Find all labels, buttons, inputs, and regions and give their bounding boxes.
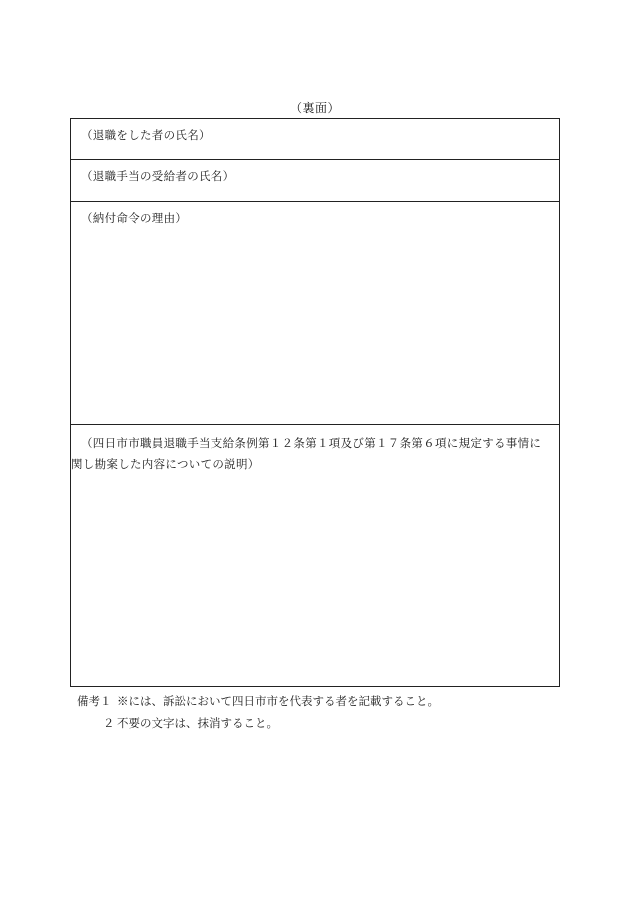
circumstances-explanation-section bbox=[71, 425, 559, 686]
retiree-name-section bbox=[71, 119, 559, 160]
form-table bbox=[70, 118, 560, 687]
retiree-name-label: （退職をした者の氏名） bbox=[81, 128, 211, 142]
note-item-2 bbox=[77, 712, 439, 734]
recipient-name-section bbox=[71, 160, 559, 202]
payment-order-reason-label: （納付命令の理由） bbox=[81, 211, 188, 225]
note-text: ※には、訴訟において四日市市を代表する者を記載すること。 bbox=[117, 694, 439, 708]
note-number: ２ bbox=[103, 716, 115, 730]
payment-order-reason-section bbox=[71, 202, 559, 425]
recipient-name-label: （退職手当の受給者の氏名） bbox=[81, 169, 235, 183]
note-item-1 bbox=[77, 690, 439, 712]
page-heading: （裏面） bbox=[289, 101, 340, 115]
circumstances-explanation-label: （四日市市職員退職手当支給条例第１２条第１項及び第１７条第６項に規定する事情に関し勘案した内容についての説明） bbox=[71, 436, 542, 471]
notes-prefix: 備考１ bbox=[77, 694, 112, 708]
notes bbox=[77, 690, 439, 734]
note-text: 不要の文字は、抹消すること。 bbox=[117, 716, 278, 730]
